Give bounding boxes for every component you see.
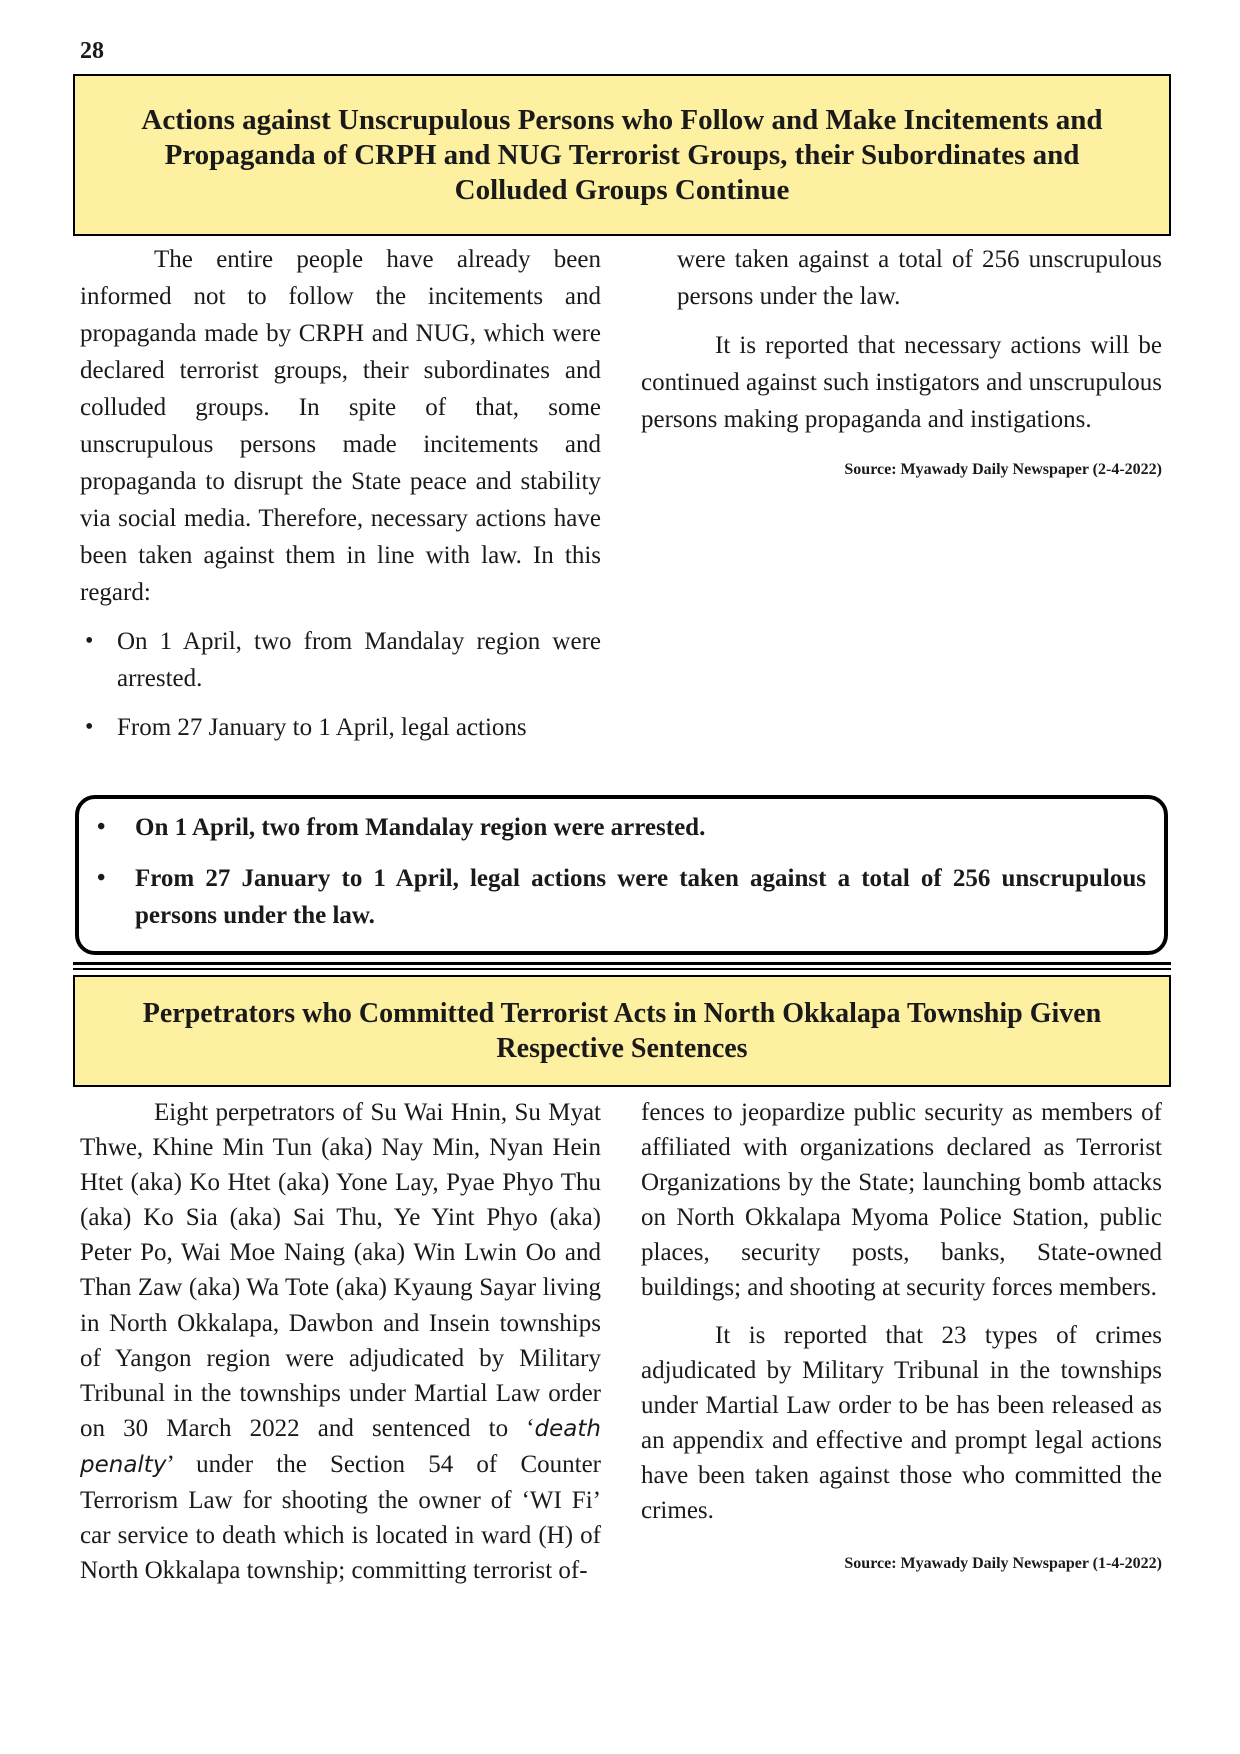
article1-right-column (641, 241, 1162, 480)
article1-title (141, 103, 1102, 208)
article2-source: Source: Myawady Daily Newspaper (1-4-2022) (844, 1555, 1162, 1573)
article1-closing: It is reported that necessary actions will be continued against such instigators and unscrupulous persons making propaganda and instigations. (641, 332, 1162, 433)
article1-bullet-continuation: were taken against a total of 256 unscrupulous persons under the law. (677, 246, 1162, 310)
article2-paragraph1-continuation: fences to jeopardize public security as members of affiliated with organizations declared as Terrorist Organizations by the State; launching bomb attacks on North Okkalapa Myoma Police Station, public places, security posts, banks, State-owned buildings; and shooting at security forces members. (641, 1099, 1162, 1302)
death-penalty-emphasis: death penalty (80, 1415, 601, 1478)
article1-title-line: Propaganda of CRPH and NUG Terrorist Groups, their Subordinates and (164, 138, 1080, 171)
summary-box (75, 795, 1168, 955)
summary-item: • From 27 January to 1 April, legal actions were taken against a total of 256 unscrupulous persons under the law. (93, 860, 1146, 934)
article2-title-line: Respective Sentences (496, 1033, 748, 1064)
summary-item: • On 1 April, two from Mandalay region were arrested. (93, 809, 1146, 846)
article2-title-line: Perpetrators who Committed Terrorist Acts in North Okkalapa Township Given (142, 998, 1102, 1029)
article1-intro: The entire people have already been informed not to follow the incitements and propaganda made by CRPH and NUG, which were declared terrorist groups, their subordinates and colluded groups. In spite of that, some unscrupulous persons made incitements and propaganda to disrupt the State peace and stability via social media. Therefore, necessary actions have been taken against them in line with law. In this regard: (80, 246, 601, 606)
article1-source: Source: Myawady Daily Newspaper (2-4-2022) (844, 461, 1162, 478)
article1-title-line: Colluded Groups Continue (454, 173, 790, 206)
article2-title (143, 996, 1102, 1066)
summary-list (93, 809, 1146, 934)
article1-bullet-list (80, 623, 601, 746)
article2-paragraph1-text: Eight perpetrators of Su Wai Hnin, Su Myat Thwe, Khine Min Tun (aka) Nay Min, Nyan Hein Htet (aka) Ko Htet (aka) Yone Lay, Pyae Phyo Thu (aka) Ko Sia (aka) Sai Thu, Ye Yint Phyo (aka) Peter Po, Wai Moe Naing (aka) Win Lwin Oo and Than Zaw (aka) Wa Tote (aka) Kyaung Sayar living in North Okkalapa, Dawbon and Insein townships of Yangon region were adjudicated by Military Tribunal in the townships under Martial Law order on 30 March 2022 and sentenced to ‘ (80, 1099, 601, 1442)
article1-bullet: • On 1 April, two from Mandalay region were arrested. (80, 623, 601, 697)
article2-title-box (73, 975, 1171, 1087)
article1-left-column (80, 241, 601, 758)
section-divider (73, 962, 1171, 965)
article1-title-line: Actions against Unscrupulous Persons who Follow and Make Incitements and (141, 103, 1103, 136)
section-divider (73, 968, 1171, 970)
article2-left-column (80, 1095, 601, 1588)
article1-title-box (73, 74, 1171, 236)
article1-bullet: • From 27 January to 1 April, legal actions (80, 709, 601, 746)
article2-paragraph1-text: ’ under the Section 54 of Counter Terrorism Law for shooting the owner of ‘WI Fi’ car service to death which is located in ward (H) of North Okkalapa township; committing terrorist of- (80, 1450, 601, 1585)
article2-paragraph1 (80, 1095, 601, 1588)
page-number: 28 (80, 38, 104, 64)
article2-paragraph2: It is reported that 23 types of crimes adjudicated by Military Tribunal in the townships under Martial Law order to be has been released as an appendix and effective and prompt legal actions have been taken against those who committed the crimes. (641, 1321, 1162, 1525)
article2-right-column (641, 1095, 1162, 1574)
